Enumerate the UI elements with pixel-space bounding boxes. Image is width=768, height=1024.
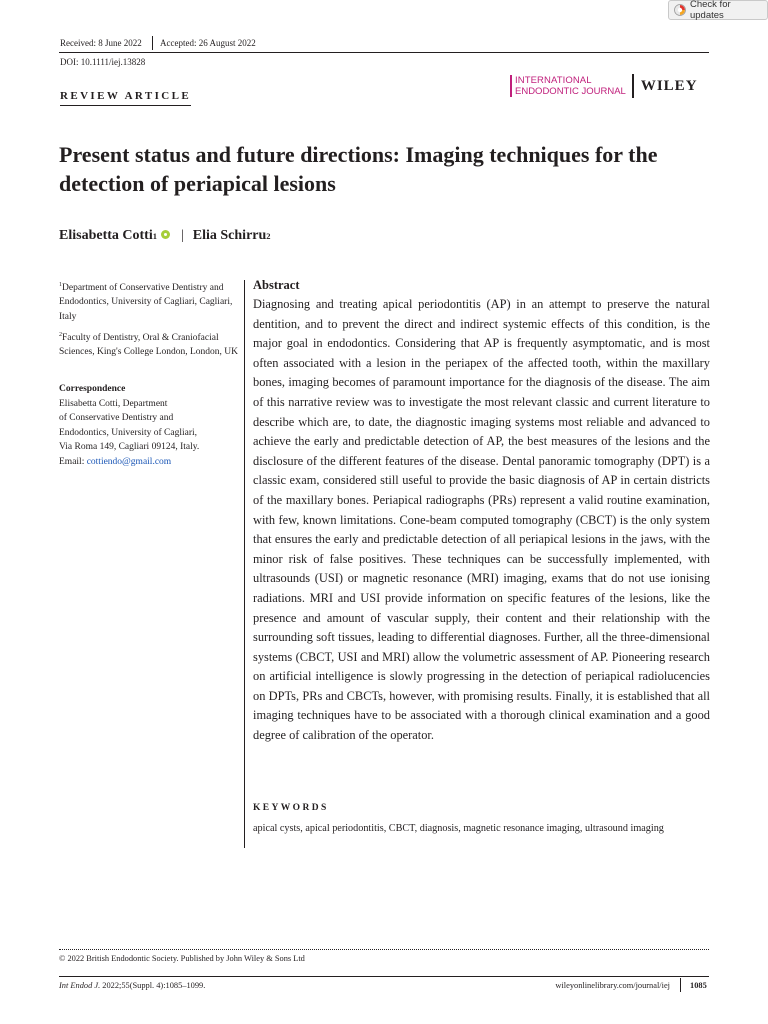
- keywords-heading: KEYWORDS: [253, 803, 329, 813]
- copyright: © 2022 British Endodontic Society. Published by John Wiley & Sons Ltd: [59, 954, 305, 963]
- check-for-updates-button[interactable]: [668, 0, 768, 20]
- citation: [59, 981, 205, 990]
- abstract-rule: [244, 280, 245, 848]
- citation-journal: Int Endod J.: [59, 981, 101, 990]
- affiliation-sup: 1: [59, 282, 62, 288]
- author-list: [59, 228, 271, 244]
- footer-separator: [680, 978, 681, 992]
- correspondence-email-line: [59, 455, 239, 470]
- logo-separator: [632, 74, 634, 98]
- correspondence-line: Via Roma 149, Cagliari 09124, Italy.: [59, 442, 200, 452]
- abstract-heading: Abstract: [253, 278, 300, 292]
- abstract-text: Diagnosing and treating apical periodontitis (AP) in an attempt to preserve the natural dentition, and to prevent the direct and indirect systemic effects of this condition, is the major goal in endodontics. Considering that AP is frequently asymptomatic, and is most often associated with a lesion in the periapex of the affected tooth, within the maxillary bones, imaging becomes of paramount importance for the diagnosis of the disease. The aim of this narrative review was to investigate the most relevant classic and current literature to describe which are, to date, the diagnostic imaging systems most reliable and advanced to achieve the early and predictable detection of AP, the best measures of the lesions and the disclosure of the different features of the disease. Dental panoramic tomography (DPT) is a classic exam, considered still useful to provide the basic diagnosis of AP in certain districts of the maxillary bones. Periapical radiographs (PRs) represent a valid routine examination, with few, known limitations. Cone-beam computed tomography (CBCT) is the only system that ensures the early and predictable detection of all periapical lesions in the jaws, with the minor risk of false positives. These techniques can be successfully implemented, with ultrasounds (USI) or magnetic resonance (MRI) imaging, exams that do not use ionising radiations. MRI and USI provide information on specific features of the lesions, like the presence and amount of vascular supply, their content and their relationship with the surrounding soft tissues, leading to differential diagnoses. Further, all the three-dimensional systems (CBCT, USI and MRI) allow the volumetric assessment of AP. Pioneering research on artificial intelligence is slowly progressing in the detection of periapical radiolucencies on DPTs, PRs and CBCTs, however, with promising results. Finally, it is established that all imaging techniques have to be associated with a thorough clinical examination and a good degree of calibration of the operator.: [253, 297, 710, 743]
- keywords-text: apical cysts, apical periodontitis, CBCT, diagnosis, magnetic resonance imaging, ultrasound imaging: [253, 823, 664, 834]
- correspondence-line: Endodontics, University of Cagliari,: [59, 427, 197, 438]
- meta-divider: [152, 36, 153, 50]
- affiliation-item: [59, 278, 239, 324]
- correspondence-line: Elisabetta Cotti, Department: [59, 398, 168, 409]
- header-rule: [59, 52, 709, 53]
- author-name[interactable]: Elisabetta Cotti: [59, 228, 153, 243]
- author-name[interactable]: Elia Schirru: [192, 228, 267, 243]
- affiliations: [59, 278, 239, 363]
- journal-logo-bar: [510, 75, 512, 97]
- footer-dotted-rule: [59, 949, 709, 950]
- correspondence-heading: Correspondence: [59, 384, 126, 394]
- footer-rule: [59, 976, 709, 977]
- article-type-label: REVIEW ARTICLE: [60, 90, 191, 106]
- page-number: 1085: [690, 981, 707, 990]
- citation-volume: 2022;55(Suppl. 4):1085–1099.: [102, 981, 206, 990]
- received-date: Received: 8 June 2022: [60, 38, 142, 48]
- publisher-logo: WILEY: [640, 77, 698, 94]
- check-for-updates-label: Check for updates: [689, 0, 731, 21]
- author-affiliation-sup: 2: [266, 231, 271, 241]
- affiliation-sup: 2: [59, 331, 62, 338]
- article-title: Present status and future directions: Imaging techniques for the detection of periapical lesions: [59, 142, 658, 196]
- journal-name-line1: INTERNATIONAL: [515, 75, 592, 86]
- journal-logo[interactable]: [510, 73, 698, 99]
- crossmark-icon: [674, 4, 686, 16]
- accepted-date: Accepted: 26 August 2022: [160, 38, 256, 48]
- email-label: Email:: [59, 456, 85, 467]
- affiliation-item: [59, 328, 239, 360]
- author-affiliation-sup: 1: [152, 231, 157, 241]
- affiliation-text: Department of Conservative Dentistry and Endodontics, University of Cagliari, Cagliari, Italy: [59, 283, 233, 322]
- affiliation-text: Faculty of Dentistry, Oral & Craniofacial Sciences, King's College London, London, UK: [59, 332, 239, 358]
- doi: DOI: 10.1111/iej.13828: [60, 57, 146, 67]
- orcid-icon[interactable]: [161, 230, 170, 239]
- journal-name-line2: ENDODONTIC JOURNAL: [515, 86, 626, 97]
- correspondence-line: of Conservative Dentistry and: [59, 413, 174, 423]
- journal-url-link[interactable]: wileyonlinelibrary.com/journal/iej: [555, 981, 670, 990]
- journal-name: [515, 75, 626, 97]
- correspondence: [59, 382, 239, 469]
- email-link[interactable]: cottiendo@gmail.com: [86, 456, 172, 467]
- author-separator: |: [180, 228, 184, 243]
